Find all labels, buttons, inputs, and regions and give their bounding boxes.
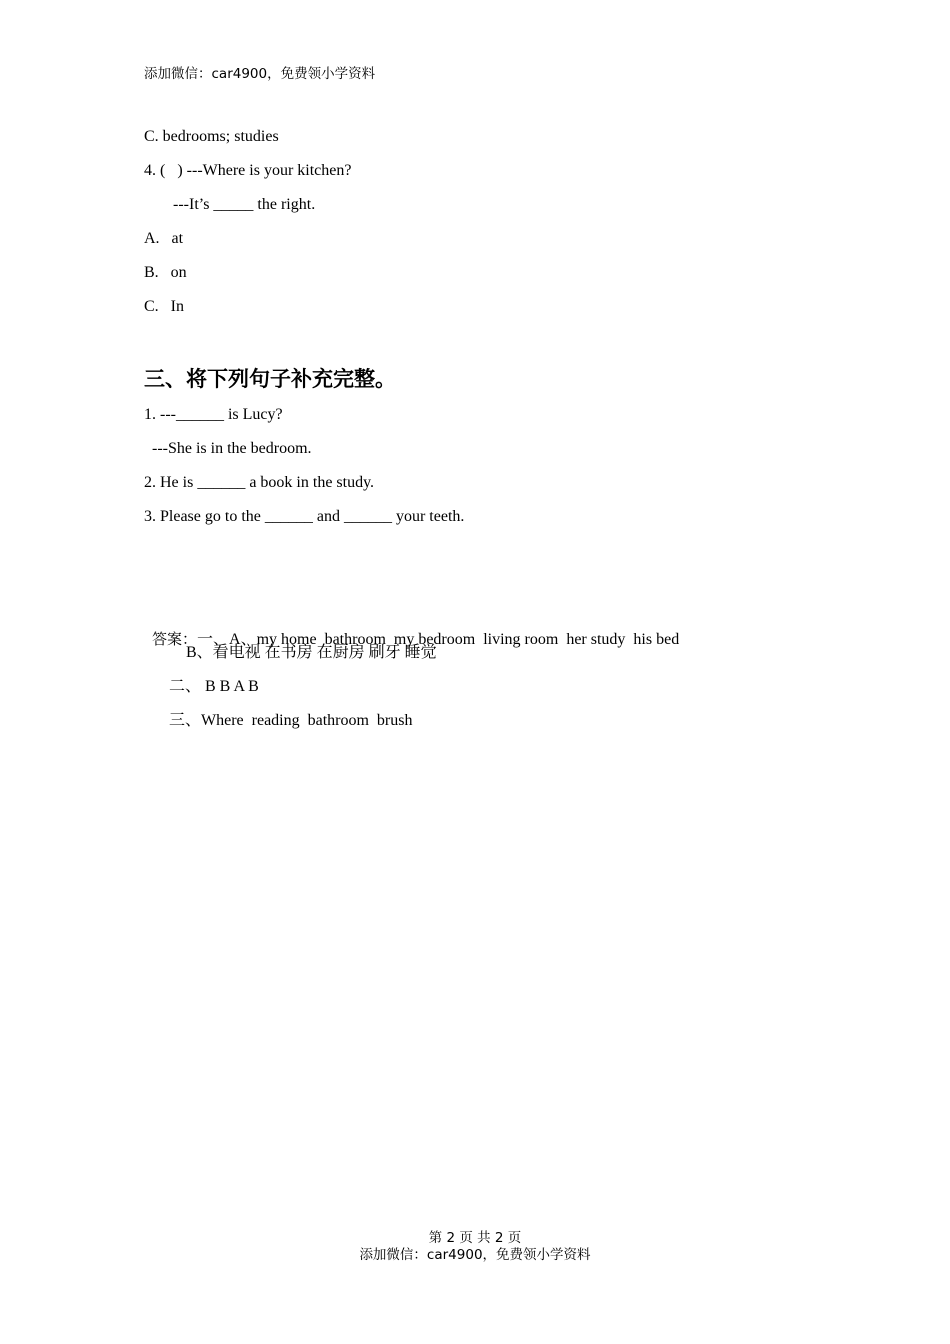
question-4-option-b: B. on [144, 264, 187, 281]
answers-part-1-b: B、看电视 在书房 在厨房 刷牙 睡觉 [186, 644, 437, 661]
answers-label: 答案： [152, 630, 198, 648]
section-3-question-2: 2. He is ______ a book in the study. [144, 474, 375, 491]
answers-part-2: 二、 B B A B [169, 678, 259, 695]
section-3-question-3: 3. Please go to the ______ and ______ your teeth. [144, 508, 465, 525]
question-4: 4. ( ) ---Where is your kitchen? [144, 162, 352, 179]
footer-watermark: 添加微信：car4900，免费领小学资料 [359, 1247, 591, 1263]
footer-page-number: 第 2 页 共 2 页 [428, 1230, 522, 1246]
section-3-question-1: 1. ---______ is Lucy? [144, 406, 283, 423]
section-3-question-1-answer-line: ---She is in the bedroom. [152, 440, 312, 457]
question-4-option-c: C. In [144, 298, 184, 315]
question-4-answer-line: ---It’s _____ the right. [173, 196, 316, 213]
answers-part-1-a: 一、A、my home bathroom my bedroom living room her study his bed [197, 631, 680, 648]
question-3-option-c: C. bedrooms; studies [144, 128, 279, 145]
header-watermark: 添加微信：car4900，免费领小学资料 [144, 66, 376, 82]
question-4-option-a: A. at [144, 230, 184, 247]
answers-part-3: 三、Where reading bathroom brush [169, 712, 413, 729]
section-3-heading: 三、将下列句子补充完整。 [144, 367, 396, 391]
